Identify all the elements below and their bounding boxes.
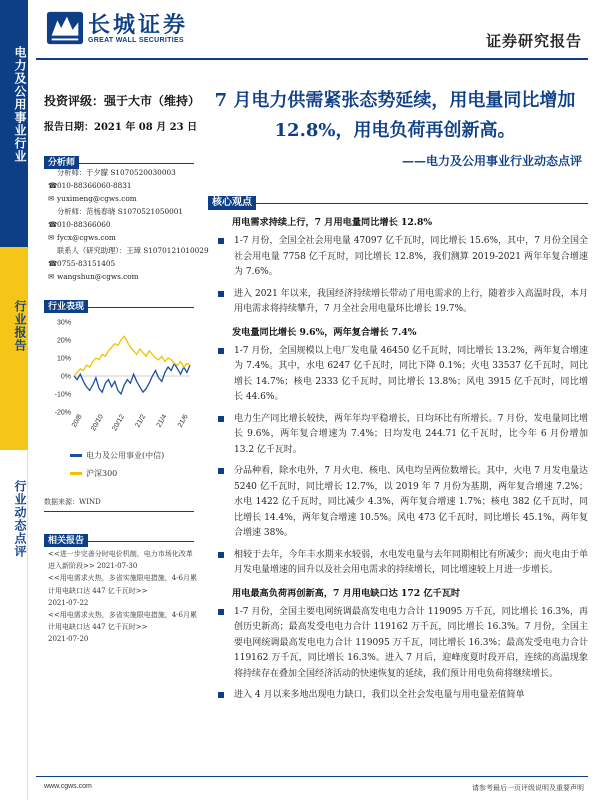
title-line-2: 12.8%，用电负荷再创新高。: [274, 120, 516, 141]
x-tick-label: 21/6: [176, 413, 190, 429]
analyst-line: [48, 218, 111, 231]
related-report-item[interactable]: 2021-07-20: [48, 635, 89, 644]
footer-disclaimer: 请参考最后一页评级说明及重要声明: [472, 784, 584, 792]
analyst-line[interactable]: [48, 231, 116, 244]
key-point-subheading: 用电需求持续上行，7 月用电量同比增长 12.8%: [232, 217, 433, 228]
phone-icon: ☎: [48, 220, 58, 229]
related-section-heading: [44, 528, 194, 546]
company-logo: [46, 10, 188, 46]
email-icon: ✉: [48, 194, 55, 203]
analyst-line-text: yuximeng@cgws.com: [57, 194, 137, 203]
analyst-line-text: 分析师：范杨春晓 S1070521050001: [57, 207, 184, 216]
key-point-bullet: 相较于去年，今年丰水期来水较弱，水电发电量与去年同期相比有所减少；而火电由于单月发电量增速的回升以及社会用电需求的持续增长，同比增速较上月进一步增长。: [214, 548, 588, 579]
trend-section-heading: [44, 294, 194, 312]
key-point-bullet: 进入 2021 年以来，我国经济持续增长带动了用电需求的上行，随着步入高温时段，本月用电需求将持续攀升，7 月全社会用电量环比增长 19.7%。: [214, 287, 588, 318]
key-points-heading-label: 核心观点: [208, 196, 256, 210]
footer-url[interactable]: www.cgws.com: [44, 783, 92, 790]
x-tick-label: 20/10: [90, 413, 105, 433]
legend-industry: [70, 450, 164, 461]
key-points-heading: [208, 190, 588, 208]
analyst-section-heading: [44, 150, 194, 168]
analyst-line-text: 联系人（研究助理）：王璋 S1070121010029: [57, 246, 209, 255]
trend-heading-label: 行业表现: [44, 300, 88, 313]
logo-chinese: 长城证券: [88, 11, 189, 38]
phone-icon: ☎: [48, 259, 58, 268]
related-report-item[interactable]: <<用电需求火热，多省实施限电措施，4-6月累计用电缺口达 447 亿千瓦时>>: [48, 574, 198, 595]
great-wall-logo-icon: [46, 10, 84, 46]
title-line-1: 7 月电力供需紧张态势延续，用电量同比增加: [214, 90, 576, 111]
legend-industry-label: 电力及公用事业(中信): [86, 451, 165, 460]
y-tick-label: 30%: [56, 319, 71, 327]
footer-rule: [36, 776, 588, 777]
email-icon: ✉: [48, 272, 55, 281]
related-report-item[interactable]: <<用电需求火热，多省实施限电措施，4-6月累计用电缺口达 447 亿千瓦时>>: [48, 611, 198, 632]
side-industry-label: 电力及公用事业行业: [13, 46, 27, 163]
x-tick-label: 21/2: [134, 413, 148, 429]
key-point-bullet: 进入 4 月以来多地出现电力缺口，我们以全社会发电量与用电量差值简单: [214, 688, 588, 704]
series-industry-line: [74, 363, 190, 394]
logo-english: GREAT WALL SECURITIES: [88, 36, 184, 44]
analyst-line: [48, 244, 209, 257]
analyst-line-text: 010-88366060-8831: [57, 181, 132, 190]
chart-source: 数据来源：WIND: [44, 497, 194, 512]
related-report-item[interactable]: <<进一步完善分时电价机制，电力市场化改革进入新阶段>> 2021-07-30: [48, 550, 193, 571]
y-tick-label: -10%: [54, 391, 71, 399]
y-tick-label: 0%: [60, 373, 71, 381]
analyst-heading-label: 分析师: [44, 156, 79, 169]
key-point-bullet: 1-7 月份，全国规模以上电厂发电量 46450 亿千瓦时，同比增长 13.2%，两年复合增速为 7.4%。其中，水电 6247 亿千瓦时，同比下降 0.1%；火电 33537 亿千瓦时，同比增长 14.7%；核电 2333 亿千瓦时，同比增长 13.8%；风电 3915 亿千瓦时，同比增长 44.6%。: [214, 344, 588, 406]
analyst-line[interactable]: [48, 270, 139, 283]
analyst-line: [48, 205, 183, 218]
legend-industry-swatch: [70, 454, 82, 457]
analyst-line-text: wangshun@cgws.com: [57, 272, 139, 281]
series-index-line: [74, 336, 190, 376]
side-band: [0, 0, 28, 800]
key-point-bullet: 1-7 月份，全国全社会用电量 47097 亿千瓦时，同比增长 15.6%，其中，7 月份全国全社会用电量 7758 亿千瓦时，同比增长 12.8%，我们测算 2019-2021 两年年复合增速为 7.6%。: [214, 234, 588, 281]
x-tick-label: 20/12: [111, 413, 127, 433]
legend-index-swatch: [70, 472, 82, 475]
key-point-bullet: 分品种看，除水电外，7 月火电、核电、风电均呈两位数增长。其中，火电 7 月发电量达 5240 亿千瓦时，同比增长 12.7%，以 2019 年 7 月份为基期，两年复合增速 7.2%；水电 1422 亿千瓦时，同比减少 4.3%，两年复合增速 1.7%；核电 382 亿千瓦时，同比增长 14.4%，两年复合增速 10.5%。风电 473 亿千瓦时，同比增长 45.1%，两年复合增速 38%。: [214, 464, 588, 542]
analyst-line[interactable]: [48, 192, 137, 205]
analyst-line-text: 分析师：于夕朦 S1070520030003: [57, 168, 176, 177]
key-points-body: [214, 208, 588, 710]
analyst-line: [48, 179, 132, 192]
report-subtitle: ——电力及公用事业行业动态点评: [401, 154, 582, 168]
analyst-line: [48, 257, 115, 270]
related-report-list: [48, 548, 198, 646]
x-tick-label: 20/8: [70, 413, 84, 429]
investment-rating: 投资评级：强于大市（维持）: [44, 94, 201, 108]
key-point-subheading: 用电最高负荷再创新高，7 月用电缺口达 172 亿千瓦时: [232, 587, 461, 599]
legend-index: [70, 468, 117, 479]
y-tick-label: 10%: [56, 355, 71, 363]
analyst-line: [48, 166, 176, 179]
x-tick-label: 21/4: [155, 413, 169, 429]
key-point-bullet: 1-7 月份，全国主要电网统调最高发电电力合计 119095 万千瓦，同比增长 16.3%，再创历史新高；最高发受电电力合计 119162 万千瓦，同比增长 16.3%。7 月份，全国主要电网统调最高发电电力合计 119095 万千瓦，同比增长 16.3%；最高发受电电力合计 119162 万千瓦，同比增长 16.3%。进入 7 月后，迎峰度夏时段开启，连续的高温现象将持续存在叠加全国经济活动的快速恢复的延续，我们预计用电负荷将继续增长。: [214, 605, 588, 683]
legend-index-label: 沪深300: [86, 469, 118, 478]
y-tick-label: -20%: [54, 409, 71, 417]
analyst-line-text: 0755-83151405: [57, 259, 116, 268]
side-report-label: 行业报告: [13, 300, 27, 352]
analyst-line-text: fycx@cgws.com: [57, 233, 116, 242]
related-report-item[interactable]: 2021-07-22: [48, 598, 89, 607]
analyst-line-text: 010-88366060: [57, 220, 111, 229]
report-type: 证券研究报告: [485, 32, 582, 50]
industry-trend-chart: [44, 316, 196, 466]
header-rule: [36, 58, 588, 60]
report-date: 报告日期：2021 年 08 月 23 日: [44, 122, 198, 133]
key-point-subheading: 发电量同比增长 9.6%，两年复合增长 7.4%: [232, 326, 417, 338]
report-title: [200, 86, 590, 146]
key-point-bullet: 电力生产同比增长较快，两年年均平稳增长，日均环比有所增长。7 月份，发电量同比增长 9.6%，两年复合增速为 7.4%；日均发电 244.71 亿千瓦时，比今年 6 月份增加 13.2 亿千瓦时。: [214, 412, 588, 459]
related-heading-label: 相关报告: [44, 534, 88, 547]
email-icon: ✉: [48, 233, 55, 242]
y-tick-label: 20%: [56, 337, 71, 345]
phone-icon: ☎: [48, 181, 58, 190]
side-type-label: 行业动态点评: [13, 480, 27, 558]
